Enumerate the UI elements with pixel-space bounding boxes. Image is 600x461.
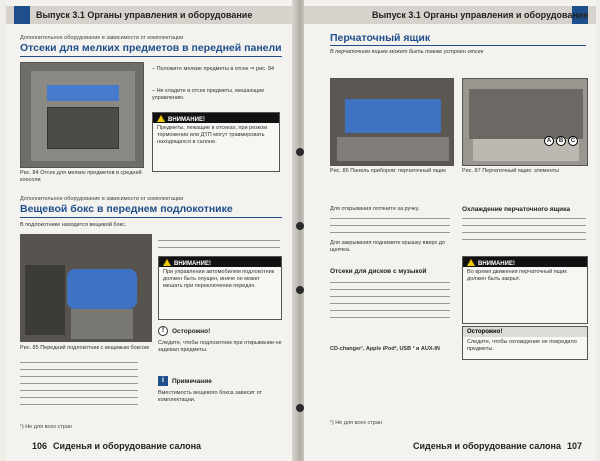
glovebox-warning-text: Во время движения перчаточный ящик должен быть закрыт. bbox=[467, 269, 567, 282]
warning-2-text: При управлении автомобилем подлокотник должен быть опущен, иначе он может мешать при переключении передач. bbox=[163, 269, 275, 289]
binding-hole bbox=[296, 286, 304, 294]
left-subheader-1: Дополнительное оборудование в зависимости от комплектации bbox=[20, 35, 184, 41]
armrest-right-lines bbox=[158, 240, 280, 254]
glovebox-close-text: Для закрывания поднимите крышку вверх до щелчка. bbox=[330, 240, 446, 253]
left-page bbox=[6, 0, 296, 461]
warning-box-2 bbox=[158, 256, 282, 320]
caution-icon: ! bbox=[158, 326, 168, 336]
figure-85-caption: Рис. 85 Передний подлокотник с вещевым боксом bbox=[20, 345, 149, 351]
binding-hole bbox=[296, 148, 304, 156]
caution-text: Следите, чтобы подлокотник при открывании не задевал предметы. bbox=[158, 340, 282, 353]
cd-devices-text: CD-changer¹, Apple iPod², USB ³ и AUX-IN bbox=[330, 346, 440, 352]
glovebox-caution-box bbox=[462, 326, 588, 360]
figure-84-caption: Рис. 84 Отсек для мелких предметов в средней консоли bbox=[20, 170, 142, 183]
warning-1-title: ВНИМАНИЕ! bbox=[168, 117, 205, 123]
binding-hole bbox=[296, 222, 304, 230]
section-title-armrest: Вещевой бокс в переднем подлокотнике bbox=[20, 203, 233, 215]
armrest-intro: В подлокотнике находится вещевой бокс. bbox=[20, 222, 127, 228]
warning-2-title: ВНИМАНИЕ! bbox=[174, 261, 211, 267]
glovebox-open-text: Для открывания потяните за ручку. bbox=[330, 206, 420, 212]
right-header-text: Выпуск 3.1 Органы управления и оборудование bbox=[372, 10, 589, 20]
note-text: Вместимость вещевого бокса зависит от комплектации. bbox=[158, 390, 263, 403]
section-rule-2 bbox=[20, 217, 282, 218]
glovebox-caution-title: Осторожно! bbox=[467, 329, 503, 335]
section-title-glovebox: Перчаточный ящик bbox=[330, 32, 431, 44]
left-header-text: Выпуск 3.1 Органы управления и оборудование bbox=[36, 10, 253, 20]
right-footnote: ¹) Не для всех стран bbox=[330, 420, 382, 426]
glovebox-caution-text: Следите, чтобы охлаждение не повредило предметы. bbox=[467, 339, 577, 352]
right-footer-title: Сиденья и оборудование салона bbox=[412, 441, 561, 451]
cd-text-lines bbox=[330, 282, 450, 324]
left-footnote: ¹) Не для всех стран bbox=[20, 424, 72, 430]
figure-85-photo bbox=[20, 234, 152, 342]
section-title-small-items: Отсеки для мелких предметов в передней панели bbox=[20, 42, 282, 54]
warning-triangle-icon bbox=[157, 115, 165, 122]
glovebox-warning-box bbox=[462, 256, 588, 324]
left-subheader-2: Дополнительное оборудование в зависимости от комплектации bbox=[20, 196, 184, 202]
glovebox-warning-title: ВНИМАНИЕ! bbox=[478, 261, 515, 267]
left-footer-title: Сиденья и оборудование салона bbox=[53, 441, 202, 451]
note-icon: i bbox=[158, 376, 168, 386]
section-rule bbox=[20, 56, 282, 57]
binding-hole bbox=[296, 404, 304, 412]
right-page bbox=[304, 0, 596, 461]
glovebox-text-lines bbox=[330, 218, 450, 239]
figure-87-photo bbox=[462, 78, 588, 166]
glovebox-intro: В перчаточном ящике может быть также устроен отсек bbox=[330, 49, 484, 55]
right-section-rule bbox=[330, 45, 586, 46]
bullet-place-items: – Положите мелкие предметы в отсек ⇒ рис. 84 bbox=[152, 66, 275, 72]
subhead-cd: Отсеки для дисков с музыкой bbox=[330, 268, 427, 275]
right-page-number: 107 bbox=[566, 441, 582, 451]
warning-1-text: Предметы, лежащие в отсеках, при резком торможении или ДТП могут травмировать находящихся в салоне. bbox=[157, 125, 267, 145]
caution-title: Осторожно! bbox=[172, 328, 211, 335]
warning-box-1 bbox=[152, 112, 280, 172]
callout-c: C bbox=[568, 136, 578, 146]
figure-86-photo bbox=[330, 78, 454, 166]
callout-b: B bbox=[556, 136, 566, 146]
right-footer bbox=[413, 441, 588, 451]
bullet-do-not-obstruct: – Не кладите в отсек предметы, мешающие управлению. bbox=[152, 88, 265, 101]
note-title: Примечание bbox=[172, 378, 212, 385]
left-page-number: 106 bbox=[32, 441, 48, 451]
warning-triangle-icon-2 bbox=[163, 259, 171, 266]
cooling-text-lines bbox=[462, 218, 586, 246]
subhead-cooling: Охлаждение перчаточного ящика bbox=[462, 206, 570, 213]
figure-86-caption: Рис. 86 Панель приборов: перчаточный ящик bbox=[330, 168, 446, 174]
left-footer bbox=[26, 441, 201, 451]
callout-a: A bbox=[544, 136, 554, 146]
figure-87-caption: Рис. 87 Перчаточный ящик: элементы bbox=[462, 168, 560, 174]
warning-triangle-icon-3 bbox=[467, 259, 475, 266]
figure-84-photo bbox=[20, 62, 144, 168]
armrest-text-lines bbox=[20, 362, 138, 411]
